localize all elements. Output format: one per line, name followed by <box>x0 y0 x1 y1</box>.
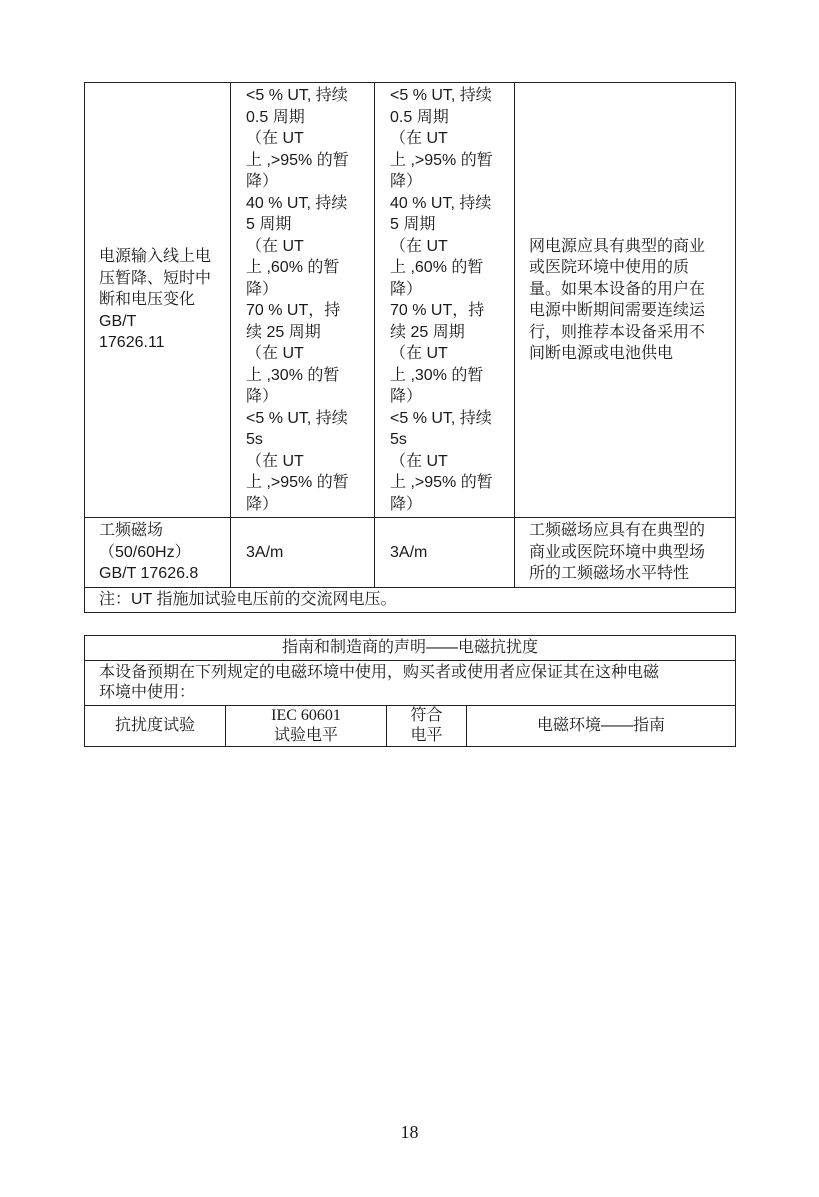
text-line: 环境中使用： <box>99 684 196 701</box>
compliance-level-cell <box>375 83 515 518</box>
column-header-guidance: 电磁环境——指南 <box>467 706 736 747</box>
text-line: 降） <box>390 280 423 298</box>
phenomenon-cell <box>85 518 231 588</box>
column-header-immunity-test: 抗扰度试验 <box>85 706 226 747</box>
text-line: （在 UT <box>246 130 304 147</box>
text-line: 上 ,60% 的暂 <box>246 259 340 276</box>
text-line: <5 % UT, 持续 <box>246 87 348 104</box>
table-row-power-frequency-magnetic-field <box>85 518 736 588</box>
text-line: 所的工频磁场水平特性 <box>529 565 690 582</box>
text-line: 工频磁场 <box>99 522 164 539</box>
text-line: 断和电压变化 <box>99 291 196 309</box>
table-note-row <box>85 587 736 612</box>
text-line: 降） <box>390 495 423 513</box>
text-line: 试验电平 <box>273 727 338 744</box>
text-line: 或医院环境中使用的质 <box>529 259 690 276</box>
text-line: （在 UT <box>390 345 448 362</box>
text-line: 降） <box>390 173 423 190</box>
text-line: 电平 <box>410 727 443 744</box>
text-line: 上 ,30% 的暂 <box>246 366 340 384</box>
column-header-compliance-level <box>387 706 467 747</box>
text-line: 上 ,>95% 的暂 <box>246 151 349 169</box>
text-line: IEC 60601 <box>271 707 341 724</box>
text-line: 上 ,30% 的暂 <box>390 366 484 384</box>
text-line: <5 % UT, 持续 <box>390 87 492 104</box>
text-line: 工频磁场应具有在典型的 <box>529 522 706 539</box>
text-line: 5s <box>390 431 407 448</box>
text-line: <5 % UT, 持续 <box>246 409 348 427</box>
text-line: 17626.11 <box>99 334 165 352</box>
text-line: 上 ,60% 的暂 <box>390 259 484 276</box>
text-line: 降） <box>246 280 279 298</box>
table-intro <box>85 661 736 706</box>
text-line: 符合 <box>410 707 443 724</box>
column-header-test-level <box>226 706 387 747</box>
immunity-table-continued <box>84 82 736 613</box>
text-line: 降） <box>246 495 279 513</box>
text-line: 上 ,>95% 的暂 <box>390 151 493 169</box>
column-header-row <box>85 706 736 747</box>
table-row-voltage-dips <box>85 83 736 518</box>
text-line: （50/60Hz） <box>99 543 191 561</box>
text-line: <5 % UT, 持续 <box>390 409 492 427</box>
text-line: 降） <box>390 388 423 405</box>
text-line: （在 UT <box>246 345 304 362</box>
text-line: 0.5 周期 <box>246 108 305 126</box>
text-line: 本设备预期在下列规定的电磁环境中使用，购买者或使用者应保证其在这种电磁 <box>99 664 660 681</box>
text-line: 0.5 周期 <box>390 108 449 126</box>
text-line: 5 周期 <box>246 216 292 233</box>
page-number: 18 <box>400 1122 419 1142</box>
text-line: 商业或医院环境中典型场 <box>529 543 706 561</box>
table-note: 注：UT 指施加试验电压前的交流网电压。 <box>85 587 736 612</box>
table-intro-row <box>85 661 736 706</box>
text-line: （在 UT <box>390 130 448 147</box>
text-line: 续 25 周期 <box>246 323 321 341</box>
text-line: 上 ,>95% 的暂 <box>246 474 349 491</box>
text-line: GB/T <box>99 312 137 330</box>
text-line: （在 UT <box>246 237 304 255</box>
text-line: 70 % UT，持 <box>246 302 341 319</box>
text-line: （在 UT <box>246 452 304 470</box>
text-line: GB/T 17626.8 <box>99 565 199 582</box>
text-line: 40 % UT, 持续 <box>246 194 348 212</box>
guidance-cell <box>515 83 736 518</box>
text-line: 网电源应具有典型的商业 <box>529 237 706 255</box>
text-line: 上 ,>95% 的暂 <box>390 474 493 491</box>
text-line: 行，则推荐本设备采用不 <box>529 323 706 341</box>
table-title: 指南和制造商的声明——电磁抗扰度 <box>85 636 736 661</box>
guidance-cell <box>515 518 736 588</box>
text-line: 压暂降、短时中 <box>99 269 212 287</box>
text-line: 间断电源或电池供电 <box>529 345 674 362</box>
text-line: （在 UT <box>390 452 448 470</box>
test-level-cell <box>231 83 375 518</box>
text-line: 70 % UT，持 <box>390 302 485 319</box>
compliance-level-cell: 3A/m <box>375 518 515 588</box>
text-line: 续 25 周期 <box>390 323 465 341</box>
table-title-row <box>85 636 736 661</box>
text-line: 降） <box>246 388 279 405</box>
text-line: 降） <box>246 173 279 190</box>
text-line: 电源输入线上电 <box>99 248 212 266</box>
text-line: 40 % UT, 持续 <box>390 194 492 212</box>
text-line: （在 UT <box>390 237 448 255</box>
text-line: 5 周期 <box>390 216 436 233</box>
text-line: 5s <box>246 431 263 448</box>
text-line: 电源中断期间需要连续运 <box>529 302 706 319</box>
phenomenon-cell <box>85 83 231 518</box>
emc-immunity-declaration-table <box>84 635 736 747</box>
test-level-cell: 3A/m <box>231 518 375 588</box>
text-line: 量。如果本设备的用户在 <box>529 280 706 298</box>
